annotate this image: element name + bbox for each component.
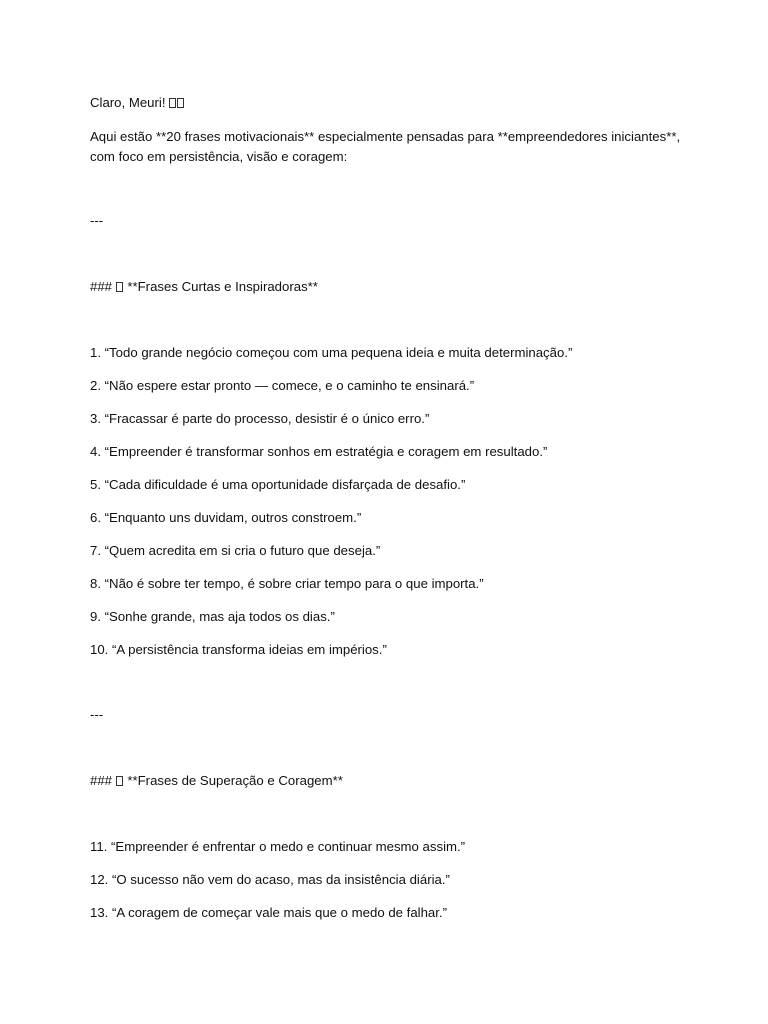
missing-glyph-icon [116, 776, 123, 786]
heading-prefix: ### [90, 773, 113, 788]
intro-line-1: Aqui estão **20 frases motivacionais** especialmente pensadas para **empreendedores iniciantes**, [90, 129, 681, 144]
missing-glyph-icon [169, 98, 176, 108]
list-item: 6. “Enquanto uns duvidam, outros constroem.” [90, 510, 362, 525]
missing-glyph-icon [116, 282, 123, 292]
list-item: 13. “A coragem de começar vale mais que o medo de falhar.” [90, 905, 447, 920]
divider-1: --- [90, 213, 104, 228]
list-item: 7. “Quem acredita em si cria o futuro que deseja.” [90, 543, 381, 558]
list-item: 5. “Cada dificuldade é uma oportunidade disfarçada de desafio.” [90, 477, 466, 492]
list-item: 1. “Todo grande negócio começou com uma pequena ideia e muita determinação.” [90, 345, 573, 360]
heading-prefix: ### [90, 279, 113, 294]
section-heading-2 [90, 771, 343, 790]
greeting-text: Claro, Meuri! [90, 95, 166, 110]
list-item: 2. “Não espere estar pronto — comece, e o caminho te ensinará.” [90, 378, 475, 393]
missing-glyph-icon [177, 98, 184, 108]
list-item: 8. “Não é sobre ter tempo, é sobre criar tempo para o que importa.” [90, 576, 484, 591]
section-heading-1 [90, 277, 318, 296]
list-item: 4. “Empreender é transformar sonhos em estratégia e coragem em resultado.” [90, 444, 548, 459]
section-title: **Frases de Superação e Coragem** [127, 773, 343, 788]
list-item: 9. “Sonhe grande, mas aja todos os dias.” [90, 609, 335, 624]
list-item: 10. “A persistência transforma ideias em impérios.” [90, 642, 387, 657]
intro-line-2: com foco em persistência, visão e coragem: [90, 149, 348, 164]
list-item: 3. “Fracassar é parte do processo, desistir é o único erro.” [90, 411, 430, 426]
divider-2: --- [90, 707, 104, 722]
greeting-line [90, 93, 185, 112]
list-item: 12. “O sucesso não vem do acaso, mas da insistência diária.” [90, 872, 450, 887]
list-item: 11. “Empreender é enfrentar o medo e continuar mesmo assim.” [90, 839, 466, 854]
section-title: **Frases Curtas e Inspiradoras** [127, 279, 318, 294]
